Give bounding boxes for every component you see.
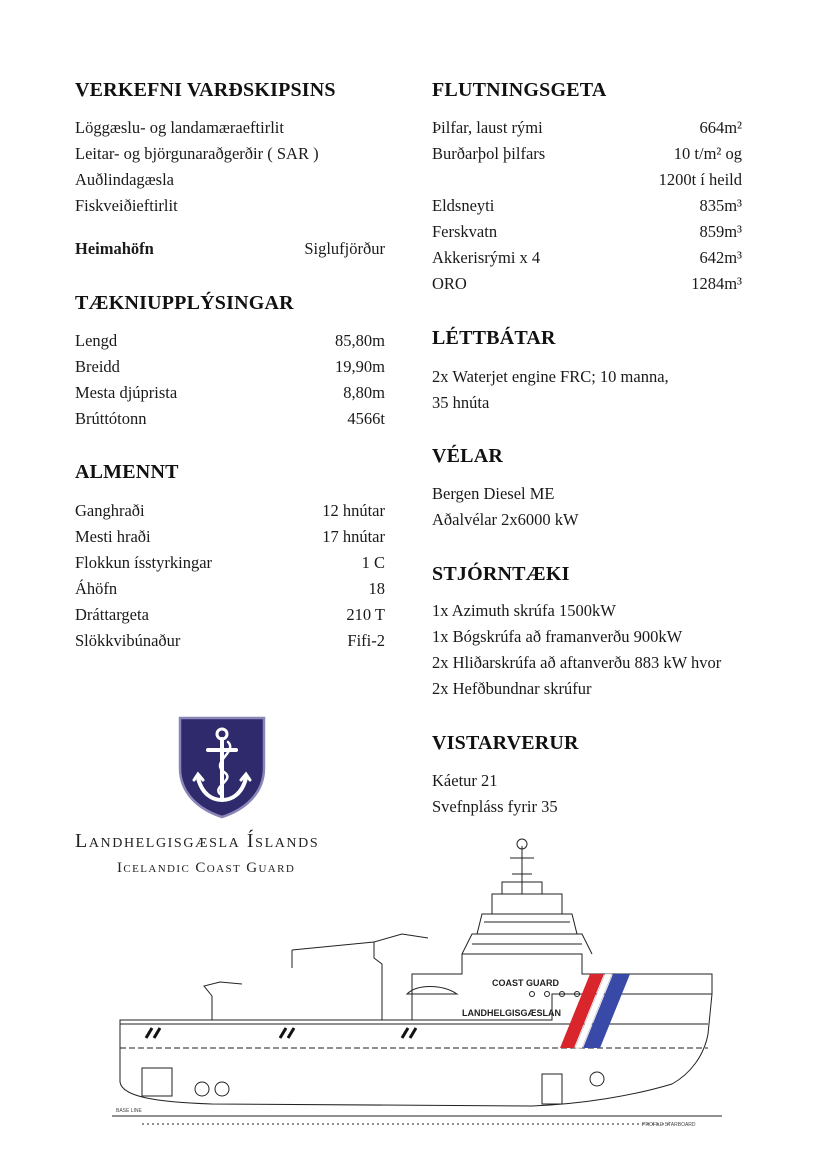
ship-label-coast-guard: COAST GUARD [492,978,559,988]
controls-line: 2x Hefðbundnar skrúfur [432,679,592,698]
spec-label: Brúttótonn [75,409,147,428]
capacity-heading: FLUTNINGSGETA [432,79,607,101]
spec-label: Flokkun ísstyrkingar [75,553,213,572]
ship-profile-label: PROFILE STARBOARD [642,1122,696,1128]
controls-heading: STJÓRNTÆKI [432,563,570,585]
homeport-label: Heimahöfn [75,239,154,258]
boats-line: 35 hnúta [432,393,490,412]
spec-value: 210 T [346,605,385,624]
org-name-en: Icelandic Coast Guard [117,860,296,876]
spec-value: 8,80m [343,383,385,402]
spec-label: Mesta djúprista [75,383,178,402]
spec-value: 85,80m [335,331,385,350]
boats-heading: LÉTTBÁTAR [432,327,556,349]
capacity-value: 1200t í heild [658,170,742,189]
general-heading: ALMENNT [75,461,179,483]
spec-value: 4566t [347,409,385,428]
controls-line: 2x Hliðarskrúfa að aftanverðu 883 kW hvor [432,653,722,672]
quarters-line: Káetur 21 [432,771,498,790]
spec-value: Fifi-2 [347,631,385,650]
capacity-value: 835m³ [699,196,742,215]
spec-value: 18 [368,579,385,598]
spec-value: 12 hnútar [322,501,385,520]
capacity-label: ORO [432,274,467,293]
spec-label: Dráttargeta [75,605,149,624]
capacity-value: 10 t/m² og [673,144,742,163]
quarters-heading: VISTARVERUR [432,732,579,754]
mission-item: Löggæslu- og landamæraeftirlit [75,118,284,137]
ship-label-hull: LANDHELGISGÆSLAN [462,1008,561,1018]
spec-label: Ganghraði [75,501,145,520]
capacity-value: 642m³ [699,248,742,267]
engines-line: Bergen Diesel ME [432,484,555,503]
ship-profile-drawing [112,834,722,1134]
capacity-label: Burðarþol þilfars [432,144,546,163]
controls-line: 1x Azimuth skrúfa 1500kW [432,601,616,620]
engines-line: Aðalvélar 2x6000 kW [432,510,579,529]
spec-label: Mesti hraði [75,527,151,546]
spec-label: Lengd [75,331,118,350]
mission-heading: VERKEFNI VARÐSKIPSINS [75,79,336,101]
quarters-line: Svefnpláss fyrir 35 [432,797,558,816]
capacity-value: 859m³ [699,222,742,241]
spec-value: 19,90m [335,357,385,376]
mission-item: Auðlindagæsla [75,170,174,189]
capacity-label: Þilfar, laust rými [432,118,543,137]
org-name: Landhelgisgæsla Íslands [75,830,320,852]
spec-label: Áhöfn [75,579,118,598]
ship-baseline-label: BASE LINE [116,1108,142,1114]
capacity-label: Eldsneyti [432,196,495,215]
capacity-value: 664m² [699,118,742,137]
mission-item: Leitar- og björgunaraðgerðir ( SAR ) [75,144,319,163]
coast-guard-shield-logo [176,712,268,820]
spec-label: Slökkvibúnaður [75,631,181,650]
capacity-value: 1284m³ [691,274,742,293]
capacity-label: Ferskvatn [432,222,498,241]
spec-value: 1 C [361,553,385,572]
capacity-label: Akkerisrými x 4 [432,248,541,267]
spec-value: 17 hnútar [322,527,385,546]
mission-item: Fiskveiðieftirlit [75,196,178,215]
boats-line: 2x Waterjet engine FRC; 10 manna, [432,367,669,386]
engines-heading: VÉLAR [432,445,504,467]
technical-heading: TÆKNIUPPLÝSINGAR [75,292,294,314]
controls-line: 1x Bógskrúfa að framanverðu 900kW [432,627,683,646]
spec-label: Breidd [75,357,120,376]
homeport-value: Siglufjörður [304,239,385,258]
